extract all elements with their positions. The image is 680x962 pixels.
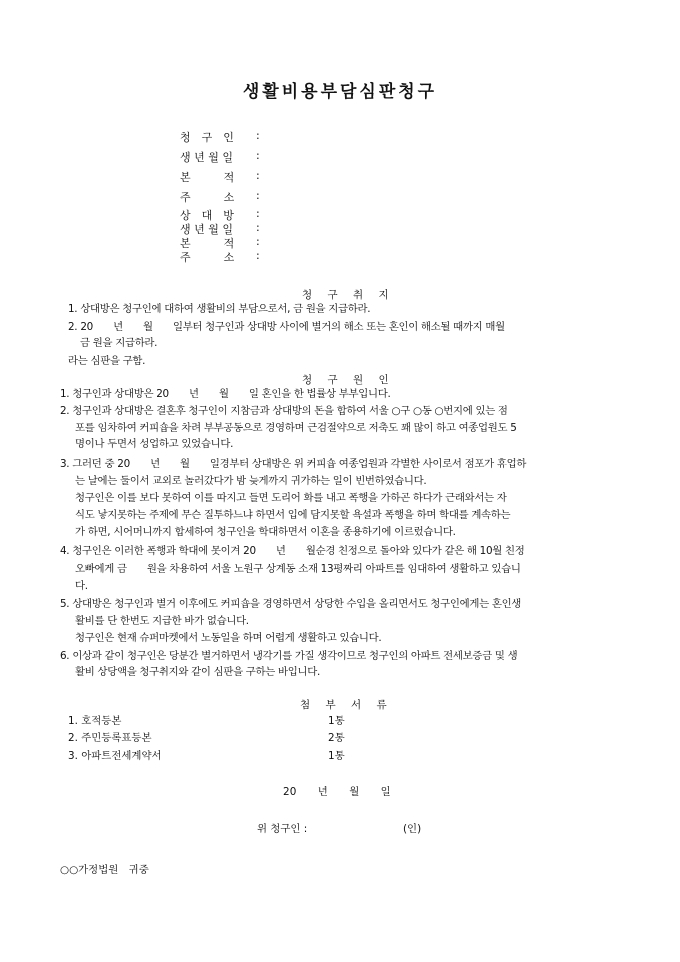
document-title: 생활비용부담심판청구 [242,82,438,102]
party-colon: : [256,221,260,234]
claim-cause-line: 1. 청구인과 상대방은 20 년 월 일 혼인을 한 법률상 부부입니다. [60,388,391,400]
party-label-domicile: 본 적 [180,237,235,250]
claim-cause-line: 식도 낳지못하는 주제에 무슨 질투하느냐 하면서 입에 담지못할 욕설과 폭행을 하며 학대를 계속하는 [75,509,511,521]
claim-cause-line: 4. 청구인은 이러한 폭행과 학대에 못이겨 20 년 월순경 친정으로 돌아와 있다가 같은 해 10월 친정 [60,545,525,557]
claim-purpose-heading: 청 구 취 지 [302,289,395,301]
attachment-count: 1통 [328,715,345,727]
claim-cause-line: 2. 청구인과 상대방은 결혼후 청구인이 지참금과 상대방의 돈을 합하여 서울 ○구 ○동 ○번지에 있는 점 [60,405,508,417]
claim-cause-line: 오빠에게 금 원을 차용하여 서울 노원구 상계동 소재 13평짜리 아파트를 임대하여 생활하고 있습니 [75,563,521,575]
party-label-domicile: 본 적 [180,171,235,184]
attachment-name: 2. 주민등록표등본 [68,732,152,744]
claim-cause-line: 명이나 두면서 성업하고 있었습니다. [75,438,234,450]
document-date: 20 년 월 일 [283,786,391,798]
claim-cause-line: 청구인은 이를 보다 못하여 이를 따지고 들면 도리어 화를 내고 폭행을 가하곤 하다가 근래와서는 자 [75,492,507,504]
attachment-name: 1. 호적등본 [68,715,122,727]
claim-cause-line: 다. [75,580,88,592]
claim-cause-line: 5. 상대방은 청구인과 별거 이후에도 커피숍을 경영하면서 상당한 수입을 올리면서도 청구인에게는 혼인생 [60,598,522,610]
claim-cause-line: 3. 그러던 중 20 년 월 일경부터 상대방은 위 커피숍 여종업원과 각별한 사이로서 점포가 휴업하 [60,458,527,470]
party-colon: : [256,169,260,182]
attachments-heading: 첨 부 서 류 [300,699,393,711]
party-label-address: 주 소 [180,191,235,204]
party-label-birthdate: 생 년 월 일 [180,223,233,236]
claim-cause-line: 6. 이상과 같이 청구인은 당분간 별거하면서 냉각기를 가질 생각이므로 청구인의 아파트 전세보증금 및 생 [60,650,518,662]
claim-purpose-item: 1. 상대방은 청구인에 대하여 생활비의 부담으로서, 금 원을 지급하라. [68,303,371,315]
party-label-birthdate: 생 년 월 일 [180,151,233,164]
attachment-count: 1통 [328,750,345,762]
claim-cause-line: 포를 임차하여 커피숍을 차려 부부공동으로 경영하며 근검절약으로 저축도 꽤 많이 하고 여종업원도 5 [75,422,517,434]
court-addressee: ○○가정법원 귀중 [60,864,149,876]
party-label-respondent: 상 대 방 [180,209,234,222]
party-colon: : [256,249,260,262]
signature-label: 위 청구인 : [257,823,308,835]
party-colon: : [256,129,260,142]
party-colon: : [256,207,260,220]
seal-mark: (인) [403,823,422,835]
claim-cause-line: 활비 상당액을 청구취지와 같이 심판을 구하는 바입니다. [75,666,320,678]
claim-purpose-item: 금 원을 지급하라. [80,337,158,349]
attachment-count: 2통 [328,732,345,744]
party-colon: : [256,235,260,248]
party-colon: : [256,149,260,162]
attachment-name: 3. 아파트전세계약서 [68,750,162,762]
party-label-address: 주 소 [180,251,235,264]
claim-cause-line: 활비를 단 한번도 지급한 바가 없습니다. [75,615,249,627]
claim-cause-line: 청구인은 현재 슈퍼마켓에서 노동일을 하며 어렵게 생활하고 있습니다. [75,632,382,644]
claim-cause-line: 가 하면, 시어머니까지 합세하여 청구인을 학대하면서 이혼을 종용하기에 이르렀습니다. [75,526,456,538]
claim-purpose-item: 2. 20 년 월 일부터 청구인과 상대방 사이에 별거의 해소 또는 혼인이 해소될 때까지 매월 [68,321,505,333]
claim-purpose-closing: 라는 심판을 구함. [68,355,146,367]
claim-cause-line: 는 날에는 둘이서 교외로 놀러갔다가 밤 늦게까지 귀가하는 일이 빈번하였습니다. [75,475,427,487]
party-colon: : [256,189,260,202]
party-label-claimant: 청 구 인 [180,131,234,144]
claim-cause-heading: 청 구 원 인 [302,374,395,386]
